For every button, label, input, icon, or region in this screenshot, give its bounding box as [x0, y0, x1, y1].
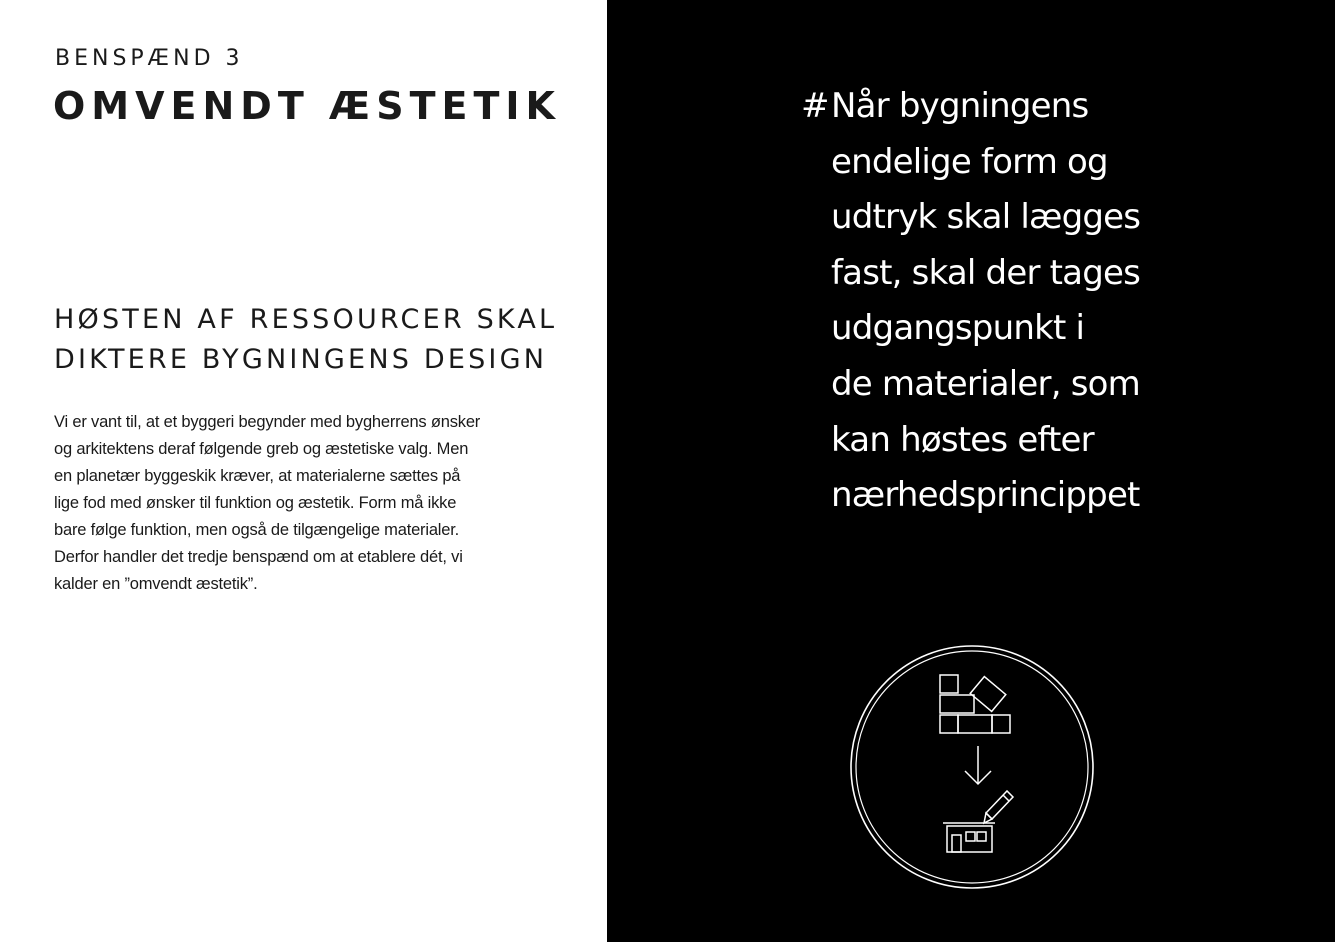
section-kicker: BENSPÆND 3: [55, 46, 244, 71]
subheading: [54, 300, 557, 380]
body-line: kalder en ”omvendt æstetik”.: [54, 575, 258, 593]
body-paragraph: [54, 409, 524, 598]
quote-line: kan høstes efter: [831, 419, 1094, 460]
left-page: [0, 0, 607, 942]
body-line: en planetær byggeskik kræver, at materialerne sættes på: [54, 467, 461, 485]
quote-line: nærhedsprincippet: [831, 475, 1140, 516]
quote-line: de materialer, som: [831, 363, 1140, 404]
pull-quote: [801, 79, 1140, 524]
materials-to-building-icon: [848, 643, 1096, 891]
page-title: OMVENDT ÆSTETIK: [53, 84, 561, 128]
arrow-down-icon: [965, 746, 991, 784]
quote-line: udtryk skal lægges: [831, 197, 1141, 238]
body-line: lige fod med ønsker til funktion og æstetik. Form må ikke: [54, 494, 457, 512]
subheading-line: DIKTERE BYGNINGENS DESIGN: [54, 344, 548, 375]
quote-line: Når bygningens: [831, 86, 1089, 126]
quote-line: fast, skal der tages: [831, 252, 1141, 293]
quote-lines: [831, 79, 1140, 524]
subheading-line: HØSTEN AF RESSOURCER SKAL: [54, 304, 558, 335]
body-line: bare følge funktion, men også de tilgængelige materialer.: [54, 521, 460, 539]
hash-mark: #: [801, 86, 830, 126]
quote-line: endelige form og: [831, 141, 1108, 182]
bricks-icon: [940, 675, 1010, 733]
body-line: Vi er vant til, at et byggeri begynder med bygherrens ønsker: [54, 413, 481, 431]
pencil-icon: [984, 791, 1013, 823]
body-line: Derfor handler det tredje benspænd om at etablere dét, vi: [54, 548, 463, 566]
building-icon: [943, 823, 995, 852]
body-line: og arkitektens deraf følgende greb og æstetiske valg. Men: [54, 440, 469, 458]
quote-line: udgangspunkt i: [831, 308, 1085, 349]
